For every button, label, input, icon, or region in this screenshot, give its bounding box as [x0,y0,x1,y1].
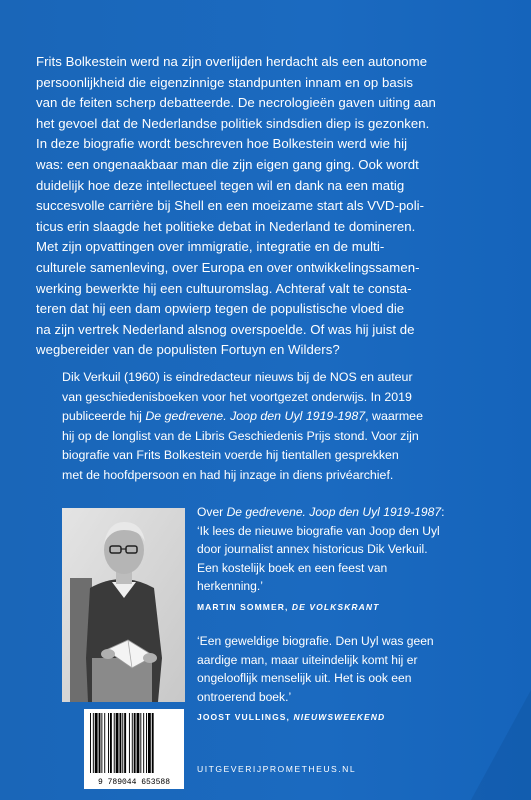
blurb-line: duidelijk hoe deze intellectueel tegen wil en dank na een matig [36,177,405,193]
blurb-line: wegbereider van de populisten Fortuyn en Wilders? [36,342,340,358]
quote-intro: Over [197,505,227,519]
quote-source-publication: NIEUWSWEEKEND [293,712,386,723]
barcode-bar [93,713,94,773]
quote-source-1 [197,602,497,612]
author-photo [62,508,185,702]
author-bio-text: hij op de longlist van de Libris Geschiedenis Prijs stond. Voor zijn [62,428,419,443]
barcode-bar [124,713,126,773]
blurb-line: In deze biografie wordt beschreven hoe Bolkestein werd wie hij [36,136,408,152]
quote-line: herkenning.’ [197,579,263,594]
blurb-line: was: een ongenaakbaar man die zijn eigen gang ging. Ook wordt [36,156,419,172]
quote-intro: : [441,505,445,519]
barcode-bar [129,713,130,773]
barcode-bar [148,713,151,773]
barcode-bar [104,713,105,773]
quote-source-name: JOOST VULLINGS, [197,712,294,723]
blurb-line: na zijn vertrek Nederland alsnog overspoelde. Of was hij juist de [36,321,415,337]
review-quote-1 [197,503,497,596]
barcode-bar [146,713,147,773]
author-bio-text: , waarmee [365,409,423,424]
blurb-line: Met zijn opvattingen over immigratie, integratie en de multi- [36,239,385,255]
barcode-bar [134,713,136,773]
barcode-bar [140,713,141,773]
quote-line: Een kostelijk boek en een feest van [197,560,388,575]
blurb-line: het gevoel dat de Nederlandse politiek sindsdien diep is gezonken. [36,115,430,131]
barcode-bar [143,713,144,773]
decorative-corner [471,690,531,800]
author-bio [62,368,507,486]
barcode-bar [119,713,121,773]
blurb-line: van de feiten scherp debatteerde. De necrologieën gaven uiting aan [36,95,436,111]
quote-source-publication: DE VOLKSKRANT [291,601,380,612]
author-bio-text: publiceerde hij [62,409,146,424]
author-name: Dik Verkuil [62,370,121,384]
blurb-line: werking bewerkte hij een cultuuromslag. Achteraf valt te consta- [36,280,412,296]
blurb-line: teren dat hij een dam opwierp tegen de populistische vloed die [36,301,405,317]
quote-line: ontroerend boek.’ [197,689,292,704]
isbn-barcode [84,709,184,789]
blurb-line: Frits Bolkestein werd na zijn overlijden herdacht als een autonome [36,54,428,69]
barcode-bar [108,713,109,773]
book-title: De gedrevene. Joop den Uyl 1919-1987 [145,409,366,424]
author-bio-text: (1960) is eindredacteur nieuws bij de NOS en auteur [120,370,413,384]
quote-source-name: MARTIN SOMMER, [197,601,292,612]
barcode-bars [84,709,184,775]
blurb-line: persoonlijkheid die eigenzinnige standpunten innam en op basis [36,74,414,90]
barcode-bar [90,713,91,773]
blurb-line: culturele samenleving, over Europa en over ontwikkelingssamen- [36,259,420,275]
quote-line: ongelooflijk menselijk uit. Het is ook een [197,671,412,686]
book-title: De gedrevene. Joop den Uyl 1919-1987 [226,505,442,519]
barcode-bar [132,713,133,773]
author-bio-text: met de hoofdpersoon en had hij inzage in diens privéarchief. [62,467,394,482]
barcode-bar [110,713,112,773]
quote-source-2 [197,712,497,722]
blurb-text [36,52,506,361]
isbn-number: 9 789044 653588 [97,778,170,787]
barcode-bar [137,713,140,773]
barcode-bar [152,713,154,773]
barcode-bar [95,713,98,773]
author-bio-text: biografie van Frits Bolkestein voerde hij tientallen gesprekken [62,448,399,463]
blurb-line: succesvolle carrière bij Shell en een moeizame start als VVD-poli- [36,198,425,214]
quote-line: aardige man, maar uiteindelijk komt hij er [197,652,418,667]
review-quotes [197,503,497,722]
quote-line: door journalist annex historicus Dik Verkuil. [197,542,428,557]
barcode-bar [99,713,101,773]
publisher-url: UITGEVERIJPROMETHEUS.NL [197,764,357,774]
quote-line: ‘Ik lees de nieuwe biografie van Joop den Uyl [197,523,440,538]
quote-line: ‘Een geweldige biografie. Den Uyl was geen [197,633,434,648]
barcode-bar [116,713,119,773]
author-bio-text: van geschiedenisboeken voor het voortgezet onderwijs. In 2019 [62,389,412,404]
review-quote-2 [197,632,497,706]
barcode-bar [101,713,102,773]
barcode-bar [114,713,115,773]
barcode-bar [122,713,123,773]
blurb-line: ticus erin slaagde het politieke debat in Nederland te domineren. [36,218,416,234]
